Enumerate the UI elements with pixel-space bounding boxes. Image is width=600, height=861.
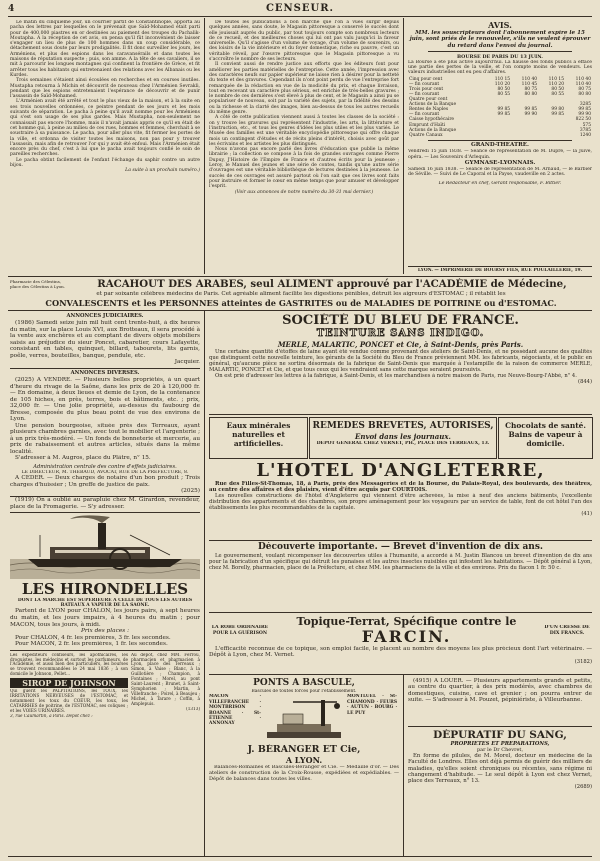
hotel-angleterre-ad	[209, 461, 592, 539]
bourse-value-cell: 99 85	[497, 112, 511, 118]
bourse-value-cell: 80 75	[524, 86, 538, 92]
bourse-label-cell: Trois pour cent	[409, 86, 444, 92]
annonces-diverses-text-1: (2025) À VENDRE. — Plusieurs belles propriétés, à un quart d'heure du rivage de la Saône, dans les prix de 20 à 120,000 fr. — En domaine, à deux lieues et demie de Lyon, de la contenance de 105 hiches, en près, terres, bois et bâtiments, etc. ; prix, 32,000 fr. — Une jolie propriété, au-dessus du faubourg de Bresse, composée du plus beau point de vue des environs de Lyon.	[10, 377, 200, 423]
hotel-number: (41)	[581, 511, 592, 518]
col1-continuation: La suite à un prochain numéro.)	[125, 168, 200, 174]
hirondelles-prix-1: Pour CHALON, 4 fr. les premières, 3 fr. les secondes.	[15, 634, 171, 641]
bleu-names: MERLE, MALARTIC, PONCET et Cie, à Saint-Denis, près Paris.	[277, 340, 524, 349]
rule-a	[10, 368, 200, 369]
remedes-subtitle: Envoi dans les journaux.	[355, 432, 451, 441]
scale-illustration	[263, 694, 345, 744]
masthead-title: CENSEUR.	[265, 3, 335, 14]
johnson-address: 3, rue Caumartin, à Paris. Dépôt chez :	[10, 713, 93, 718]
column-3	[408, 20, 592, 275]
column-2	[209, 20, 399, 273]
column-divider-2	[403, 18, 404, 274]
redacteur-line: Le Rédacteur en chef, Gérant responsable, F. Bittier.	[438, 180, 562, 186]
racahout-line-3: CONVALESCENTS et les PERSONNES atteintes de GASTRITES ou de MALADIES DE POITRINE ou d'ESTOMAC.	[45, 298, 557, 308]
bourse-label-cell: Cinq pour cent	[409, 76, 443, 82]
ads-column-divider-right	[403, 675, 404, 856]
col2-note: (Voir aux annonces de notre numéro du 30-31 mai dernier.)	[234, 189, 374, 195]
farcin-word: FARCIN.	[361, 628, 452, 646]
racahout-note: Pharmacie des Célestins, place des Célestins à Lyon.	[10, 279, 66, 289]
bourse-value-cell: 110 20	[548, 81, 564, 87]
theatre-text: Vendredi 15 juin 1838. — Séance de représentation de M. Dupré, — la Juive, opéra. — Les Souvenirs d'Arlequin.	[408, 149, 592, 160]
depuratif-subtitle: PROPRIÉTÉS ET PRÉPARATIONS,	[450, 741, 550, 747]
bourse-title: BOURSE DE PARIS DU 13 JUIN.	[457, 53, 543, 60]
farcin-right: D'UN CRESSE DE DIX FRANCS.	[544, 625, 590, 636]
bourse-text: La Bourse a été plus active aujourd'hui. La hausse des fonds publics a effacé une partie des pertes de la veille, et l'on compte moins de vendeurs. Les valeurs industrielles ont eu peu d'affaires.	[408, 59, 592, 76]
bourse-value-cell: 1240	[579, 132, 591, 138]
a-louer-text: (4915) À LOUER. — Plusieurs appartements grands et petits, au centre du quartier, à des prix modérés, avec chambres de domestiques, cuisine, cave et grenier ; on pourra entrer de suite. — S'adresser à M. Pouzet, pépiniériste, à Villeurbanne.	[408, 678, 592, 704]
bourse-value-cell: 80 75	[578, 86, 591, 92]
bourse-value-cell: 99 85	[524, 107, 538, 113]
rule-farcin	[209, 674, 592, 675]
col2-paragraph-4: Nous n'avons pas encore parlé des livres d'éducation que publie la même librairie ; la collection se compose à la fois de grandes ouvrages comme Pierre Dupuy, J'Histoire de l'Empire de France et d'autres écrits pour la jeunesse ; Leroy, le Manuel des jeunes et une série de contes, tandis qu'une autre série d'ouvrages est une véritable bibliothèque de lectures destinées à la jeunesse. Le succès de ces ouvrages est assuré partout où l'on sait que ces livres sont faits pour instruire et former le cœur en même temps que pour amuser et développer l'esprit.	[209, 147, 399, 190]
col2-paragraph-2: Il convient aussi de rendre justice aux efforts que les éditeurs font pour améliorer les parties matérielles de l'entreprise. Cette année, l'impression avec des caractères neufs sur papier supérieur ne laisse rien à désirer pour la netteté du texte et des gravures. Cependant ils n'ont point perdu de vue l'entreprise fort remarquée de la rédaction en vue de la modicité du prix, et chaque livraison, tout en recevant un caractère plus sérieux, est enrichie de très-belles gravures ; le nombre de ces dernières s'est élevé à plus de cent, et le Magasin a ainsi pu se populariser de nouveau, soit par la variété des sujets, par la fidélité des dessins ou la richesse et la clarté des images, bien au-dessus de tous les autres recueils du même genre.	[209, 62, 399, 116]
bourse-value-cell: 80 55	[497, 91, 511, 97]
bourse-label-cell: Quatre pour cent	[409, 97, 448, 103]
johnson-depots: Au dépôt, chez MM. Ferrou, pharmacien et pharmacien à Lyon, place des Terreaux ; Simon, à Vaise ; Blanc, à la Guillotière ; Champion, à Fontaines ; Morel, au pont Saint-Laurent ; Brunet, à Saint-Symphorien ; Martin, à Villefranche ; Poirel, à Beaujeu ; Michel, à Tarare ; Coffin, à Amplepuis.	[131, 652, 200, 706]
bourse-value-cell	[538, 133, 565, 138]
johnson-ad	[10, 653, 200, 719]
hirondelles-subtitle: DONT LA MARCHE EST SUPÉRIEURE A CELLE DE TOUS LES AUTRES BATEAUX A VAPEUR DE LA SAONE.	[17, 598, 193, 609]
bourse-value-cell: 80 50	[497, 86, 511, 92]
hotel-title: L'HOTEL D'ANGLETERRE,	[256, 461, 545, 481]
bourse-label-cell: Rentes de Naples	[409, 107, 449, 113]
bourse-value-cell: 99 90	[578, 112, 591, 118]
remedes-depot: DÉPÔT GÉNÉRAL CHEZ VERNET, PH., PLACE DES TERREAUX, 13.	[316, 441, 490, 446]
bourse-label-cell: — fin courant	[409, 91, 440, 97]
ads-top-rule	[8, 276, 592, 277]
col1-paragraph-2: Trois semaines s'étaient ainsi écoulées en recherches et en courses inutiles. Mustapha retourna à Michin et découvrit de nouveau chez l'Arménien Sevrakli, pendant que les espions entretenaient l'espérance de découvrir et de punir l'assassin de Saïd-Mohamed.	[10, 78, 200, 100]
bleu-title: SOCIÉTÉ DU BLEU DE FRANCE.	[282, 313, 519, 328]
rule-decouverte	[209, 612, 592, 613]
bourse-value-cell	[484, 133, 511, 138]
ponts-brand: J. BÉRANGER ET Cie,	[247, 744, 361, 756]
bottom-rule	[8, 856, 592, 857]
bourse-rule	[428, 140, 572, 141]
johnson-text-2: Qui guérit les PALPITATIONS, les TOUX, les IRRITATIONS NERVEUSES de l'ESTOMAC, et notamment les toux du COEUR, les toux, les CATARRHES de poitrine, de l'ESTOMAC, ses coliques ; et les VOIES URINAIRES.	[10, 689, 128, 713]
bourse-value-cell: 80 80	[578, 91, 591, 97]
hotel-line-1: Rue des Filles-St-Thomas, 18, à Paris, près des Messageries et de la Bourse, du Palais-Royal, des boulevards, des théâtres, au centre des affaires et des plaisirs, vient d'être acquis par COURTOIS.	[209, 481, 592, 494]
decouverte-ad	[209, 542, 592, 610]
bleu-text-2: On est prié d'adresser les lettres à la fabrique, à Saint-Denis, et les marchandises à notre maison de Paris, rue Neuve-Bourg-l'Abbé, n° 4.	[215, 373, 577, 379]
bourse-value-cell: 99 90	[524, 112, 538, 118]
a-louer-ad	[408, 678, 592, 724]
bourse-value-cell: 99 85	[497, 107, 511, 113]
depuratif-number: (2689)	[574, 784, 592, 791]
depuratif-text: En forme de pilules, de M. Morel, docteur en médecine de la Faculté de Londres. Elles ont déjà permis de guérir des milliers de maladies, qu'elles soient chroniques ou récentes, sans régime ni changement d'habitude. — Le seul dépôt à Lyon est chez Vernet, place des Terreaux, n° 13.	[408, 753, 592, 785]
annonces-judiciaires-sign: Jacquier.	[174, 359, 200, 365]
bourse-row	[408, 133, 592, 138]
farcin-title: Topique-Terrat, Spécifique contre le	[296, 615, 517, 628]
chocolats-box	[498, 417, 593, 459]
ads-left-column	[10, 313, 200, 855]
col2-paragraph-1: De toutes les publications à bon marché que l'on a vues surgir depuis quelques années, sans doute, le Magasin pittoresque a conservé le succès dont elle jouissait auprès du public, par tout toujours compte son nombreux lecteurs de ce recueil, et des meilleures choses qui lui ont pas valu jusqu'ici la faveur universelle. Qu'il s'agisse d'un volume de voyage, d'un volume de souvenirs, ou des loisirs de la vie intérieure et du foyer domestique, riche ou pauvre, c'est un véritable réveil, par l'œuvre pittoresque que le Magasin pittoresque a vu s'accroître le nombre de ses lecteurs.	[209, 20, 399, 63]
avis-rule	[428, 51, 572, 52]
header-rule	[8, 16, 592, 17]
bourse-label-cell: Actions de la Banque	[409, 102, 457, 108]
eaux-minerales-box	[209, 417, 308, 459]
bourse-value-cell: 99 85	[551, 112, 564, 118]
hirondelles-prix-title: Prix des places :	[80, 628, 130, 635]
hirondelles-title: LES HIRONDELLES	[21, 581, 189, 599]
col2-paragraph-3: A côté de cette publication viennent aussi à toutes les classes de la société : on y trouve les gravures qui représentent l'industrie, les arts, la littérature et l'instruction, etc., et tous les genres d'idées les plus utiles et les plus variés. Le Musée des familles est une véritable encyclopédie pittoresque qui offre chaque mois un contingent d'études et de récits pleins d'intérêt, choisis avec goût par les écrivains et les artistes les plus distingués.	[209, 115, 399, 147]
a-ceder-number: (2025)	[181, 488, 200, 495]
bourse-value-cell: 80 80	[524, 91, 538, 97]
gymnase-title: GYMNASE-LYONNAIS.	[464, 160, 536, 167]
column-divider-1	[204, 18, 205, 274]
bourse-value-cell: 99 80	[551, 107, 564, 113]
bleu-number: (844)	[578, 379, 592, 385]
a-ceder-text: À CÉDER. — Deux charges de notaire d'un bon produit ; Trois charges d'huissier ; Un greffe de justice de paix.	[10, 475, 200, 488]
bleu-subtitle: TEINTURE SANS INDIGO.	[316, 328, 485, 339]
hirondelles-text: Partent de LYON pour CHALON, les jours pairs, à sept heures du matin, et les jours impairs, à 4 heures du matin ; pour MACON, tous les jours, à midi.	[10, 608, 200, 628]
gymnase-text: Samedi 16 juin 1838. — Séance de représentation de M. Arnaud, — le Barbier de Séville. — Suivi de Le Caporal et la Payse, vaudeville en 2 actes.	[408, 167, 592, 178]
col1-paragraph-1: Le matin du cinquième jour, un courrier partit de Constantinople, apporta au pacha des lettres par lesquelles on le prévenait que Saïd-Mohamed était parti pour de 400,000 piastres en or destinées au paiement des troupes du Pachalik-Moutapha. A la réception de cet avis, on pensa qu'il fût inconvénient de laisser s'engager un lieu de plus de 100 hommes dans un coup considérable, ce détachement sous doute par leurs prodigalités. Il fit donc surveiller les jours, les Arméniens, et plus des espions dans les caravansérails et dans toutes les maisons de réputation suspecte ; puis, son amme. A la tête de ses cavaliers, il se mit à parcourir les longues montagnes qui confinent la frontière de Grèce, et fit arrêter tous les habitants qui entretenaient des relations avec les Albanais ou les Kurdes.	[10, 20, 200, 78]
farcin-text: L'efficacité reconnue de ce topique, son emploi facile, le placent au nombre des moyens les plus précieux dont l'art vétérinaire. — Dépôt à Lyon, chez M. Vernet.	[209, 646, 592, 659]
annonces-diverses-title: ANNONCES DIVERSES.	[70, 370, 140, 377]
decouverte-title: Découverte importante. — Brevet d'invention de dix ans.	[257, 542, 544, 552]
rule-c	[10, 512, 200, 513]
imprimerie-line: LYON. — IMPRIMERIE DE BOURSY FILS, RUE POULAILLERIE, 19.	[417, 268, 583, 273]
administration-text: LE DIRECTEUR, M. THÉBAUD, AVOCAT, RUE DE LA PRÉFECTURE, 8.	[21, 469, 189, 475]
rule-hotel	[209, 540, 592, 541]
bleu-de-france-ad	[209, 313, 592, 413]
ponts-text: Balances-Romaines et Bascules-Béranger et Cie. — Médaille d'or. — Des ateliers de construction de la Croix-Rousse, expédiées et expédiables. — Dépôt de balances dans toutes les villes.	[209, 765, 399, 782]
farcin-ad	[209, 615, 592, 672]
bourse-value-cell: 80 55	[551, 91, 564, 97]
johnson-title: SIROP DE JOHNSON	[10, 678, 128, 688]
rule-b	[10, 496, 200, 497]
annonces-judiciaires-text: (1986) Samedi seize juin mil huit cent trente-huit, à dix heures du matin, sur la place Louis XVI, aux Brotteaux, il sera procédé à la vente aux enchères et au comptant de divers objets mobiliers saisis au préjudice du sieur Poncet, cabaretier, cours Lafayette, consistant en tables, quinquet, billard, tabourets, lits garnis, poêle, verres, bouteilles, banque, pendule, etc.	[10, 320, 200, 359]
annonces-diverses-text-3: S'adresser à M. Augros, place du Plâtre, n° 15.	[15, 455, 151, 462]
bourse-value-cell: 99 85	[578, 107, 591, 113]
administration-title: Administration centrale des contre d'effets judiciaires.	[33, 463, 177, 470]
bourse-value-cell: 110 15	[548, 76, 564, 82]
ads-rule-2	[8, 310, 592, 311]
bourse-value-cell: 80 50	[551, 86, 564, 92]
decouverte-text: Le gouvernement, voulant récompenser les découvertes utiles à l'humanité, a accordé à M. Justin Blancou un brevet d'invention de dix ans pour la fabrication d'un spécifique qui détruit les punaises et les autres insectes nuisibles qui infestent les habitations. — Dépôt général à Lyon, chez M. Borelly, pharmacien, place de la Préfecture, et chez MM. les pharmaciens de la ville et des environs. Prix du flacon 1 fr. 50 c.	[209, 553, 592, 571]
ponts-cities-left: MACON · VILLEFRANCHE · MONTBRISON · ROANNE · St-ÉTIENNE · ANNONAY	[209, 694, 261, 727]
bourse-label-cell: — fin courant	[409, 81, 440, 87]
johnson-text-1: Les expéditeurs confiseurs, les apothicaires, les droguistes, les médecins et surtout les parfumeurs, de l'Académie, et aussi bien des particuliers, les bourses se trouvent recommandées le 24 mai 1836 ; à son domicile le Johnson, Pellet...	[10, 652, 128, 677]
depuratif-author: par le Dr Chevret,	[476, 747, 524, 754]
bourse-label-cell: — fin courant	[409, 112, 440, 118]
bourse-label-cell: Emprunt d'Haïti	[409, 122, 446, 128]
depuratif-title: DÉPURATIF DU SANG,	[433, 729, 567, 741]
bourse-value-cell: 575	[582, 122, 591, 128]
bourse-value-cell: 110 40	[521, 76, 538, 82]
oublie-text: (1919) On a oublié au parapluie chez M. Girardon, revendeur, place de la Fromagerie. — S'y adresser.	[10, 497, 200, 510]
racahout-line-2: et par soixante célèbres médecins de Paris. Cet agréable aliment facilite les digestions pénibles, détruit les aigreurs d'ESTOMAC ; il rétablit les	[96, 291, 506, 297]
col1-paragraph-3: L'Arménien avait été arrêté et tout le plus vieux de la maison, et à la suite en ses trois nouvelles ordonnées, ce peintre pendant de ses jours et les mois suivants de séparation. Le pacha à peine qu'il avait nomme pour les Arméniens qui s'est son usage de ses plus gardes. Mais Mustapha, non-seulement ne connaissait pas encore l'homme, mais il n'avait jamais appris ce qu'il en était de cet homme qui, à peine au milieu de ces rues, hommes et femmes, cherchait à se soustraire à sa puissance. Le pacha, pour aller plus vite, fit fermer les portes de la ville, et ordonna de visiter toutes les maisons, non pas pour y trouver l'assassin, mais afin de retrouver l'or qui y avait été enfoui. Mais l'Arménien était encore près du chef, c'est à lui que le pacha avait toujours confié le soin de pareilles recherches.	[10, 99, 200, 158]
bleu-text-1: Une certaine quantité d'étoffes de laine ayant été vendue comme provenant des ateliers de Saint-Denis, et ne possédant aucune des qualités que distinguent cette nouvelle teinture, les gérants de la Société du Bleu de France préviennent MM. les fabricants, négociants, et le public en général, qu'aucune pièce ne sortira désormais de la fabrique de Saint-Denis que marquée à l'estampille de la raison de commerce MERLE, MALARTIC, PONCET et Cie, et que tous ceux qui les vendraient sans cette marque seraient poursuivis.	[209, 349, 592, 373]
bourse-table	[408, 77, 592, 138]
bourse-value-cell: 110 40	[575, 76, 591, 82]
annonces-diverses-text-2: Une pension bourgeoise, située près des Terreaux, ayant plusieurs chambres garnies, avec tout le mobilier et l'argenterie ; à un prix très-modéré. — Un fonds de bonneterie et mercerie, au prix de rabaissement et autres articles, situés dans la même localité.	[10, 422, 200, 455]
bourse-label-cell: Caisse hypothécaire	[409, 117, 455, 123]
bourse-label-cell: Actions de la Banque	[409, 127, 457, 133]
imprimerie-rule	[408, 266, 592, 267]
avis-text: MM. les souscripteurs dont l'abonnement expire le 15 juin, sont priés de le renouveler, s'ils ne veulent éprouver du retard dans l'envoi du journal.	[409, 30, 591, 49]
ponts-title: PONTS A BASCULE,	[253, 678, 355, 688]
theatre-title: GRAND-THÉATRE.	[471, 142, 529, 149]
depuratif-ad	[408, 729, 592, 855]
rule-bleu	[209, 414, 592, 415]
rule-d	[10, 650, 200, 651]
bourse-value-cell	[511, 133, 538, 138]
bourse-value-cell: 110 20	[494, 81, 511, 87]
hotel-text: Les nouvelles constructions de l'hôtel d'Angleterre qui viennent d'être achevées, la mise à neuf des anciens bâtiments, l'excellente distribution des appartements et des chambres, son propre aménagement pour les voyageurs par un service de table, font de cet hôtel l'un des établissements les plus recommandables de la capitale.	[209, 493, 592, 512]
avis-title: AVIS.	[488, 20, 512, 30]
col1-paragraph-4: Le pacha obtint facilement de l'enfant l'échange du saphir contre un autre bijou.	[10, 157, 200, 169]
column-1	[10, 20, 200, 273]
remedes-title: REMÈDES BREVETÉS, AUTORISÉS,	[312, 421, 494, 431]
remedes-box	[309, 417, 497, 459]
steamboat-illustration	[10, 515, 200, 581]
ponts-subtitle: Bascules de toutes forces pour l'établissement.	[251, 689, 357, 694]
bourse-value-cell: 110 15	[494, 76, 511, 82]
bourse-value-cell: 822 50	[575, 117, 591, 123]
bourse-value-cell: 110 40	[575, 81, 591, 87]
farcin-left: LA ROBE ORDINAIRE POUR LA GUÉRISON	[211, 625, 269, 636]
ponts-brand-city: A LYON.	[285, 755, 323, 766]
bourse-value-cell: 3285	[579, 102, 591, 108]
annonces-judiciaires-title: ANNONCES JUDICIAIRES.	[66, 313, 144, 319]
eaux-minerales-text: Eaux minérales naturelles et artificielles.	[226, 421, 291, 448]
ponts-cities-right: MONTLUEL · St-CHAMOND · FEURS · AUTUN · BOURG · LE PUY	[347, 694, 397, 716]
farcin-number: (3182)	[574, 658, 592, 665]
ponts-bascule-ad	[209, 678, 399, 856]
racahout-title: RACAHOUT DES ARABES, seul ALIMENT approuvé par l'ACADÉMIE de Médecine,	[97, 278, 567, 290]
johnson-number: (1313)	[186, 706, 200, 711]
chocolats-text: Chocolats de santé. Bains de vapeur à domicile.	[505, 421, 586, 448]
bourse-value-cell: 110 45	[521, 81, 538, 87]
bourse-value-cell: 3785	[579, 127, 591, 133]
ads-column-divider	[204, 311, 205, 856]
page-number: 4	[8, 4, 15, 14]
hirondelles-prix-2: Pour MACON, 2 fr. les premières, 1 fr. les secondes.	[15, 641, 168, 648]
rule-louer	[408, 726, 592, 727]
bourse-label-cell: Quatre Canaux	[409, 132, 443, 138]
